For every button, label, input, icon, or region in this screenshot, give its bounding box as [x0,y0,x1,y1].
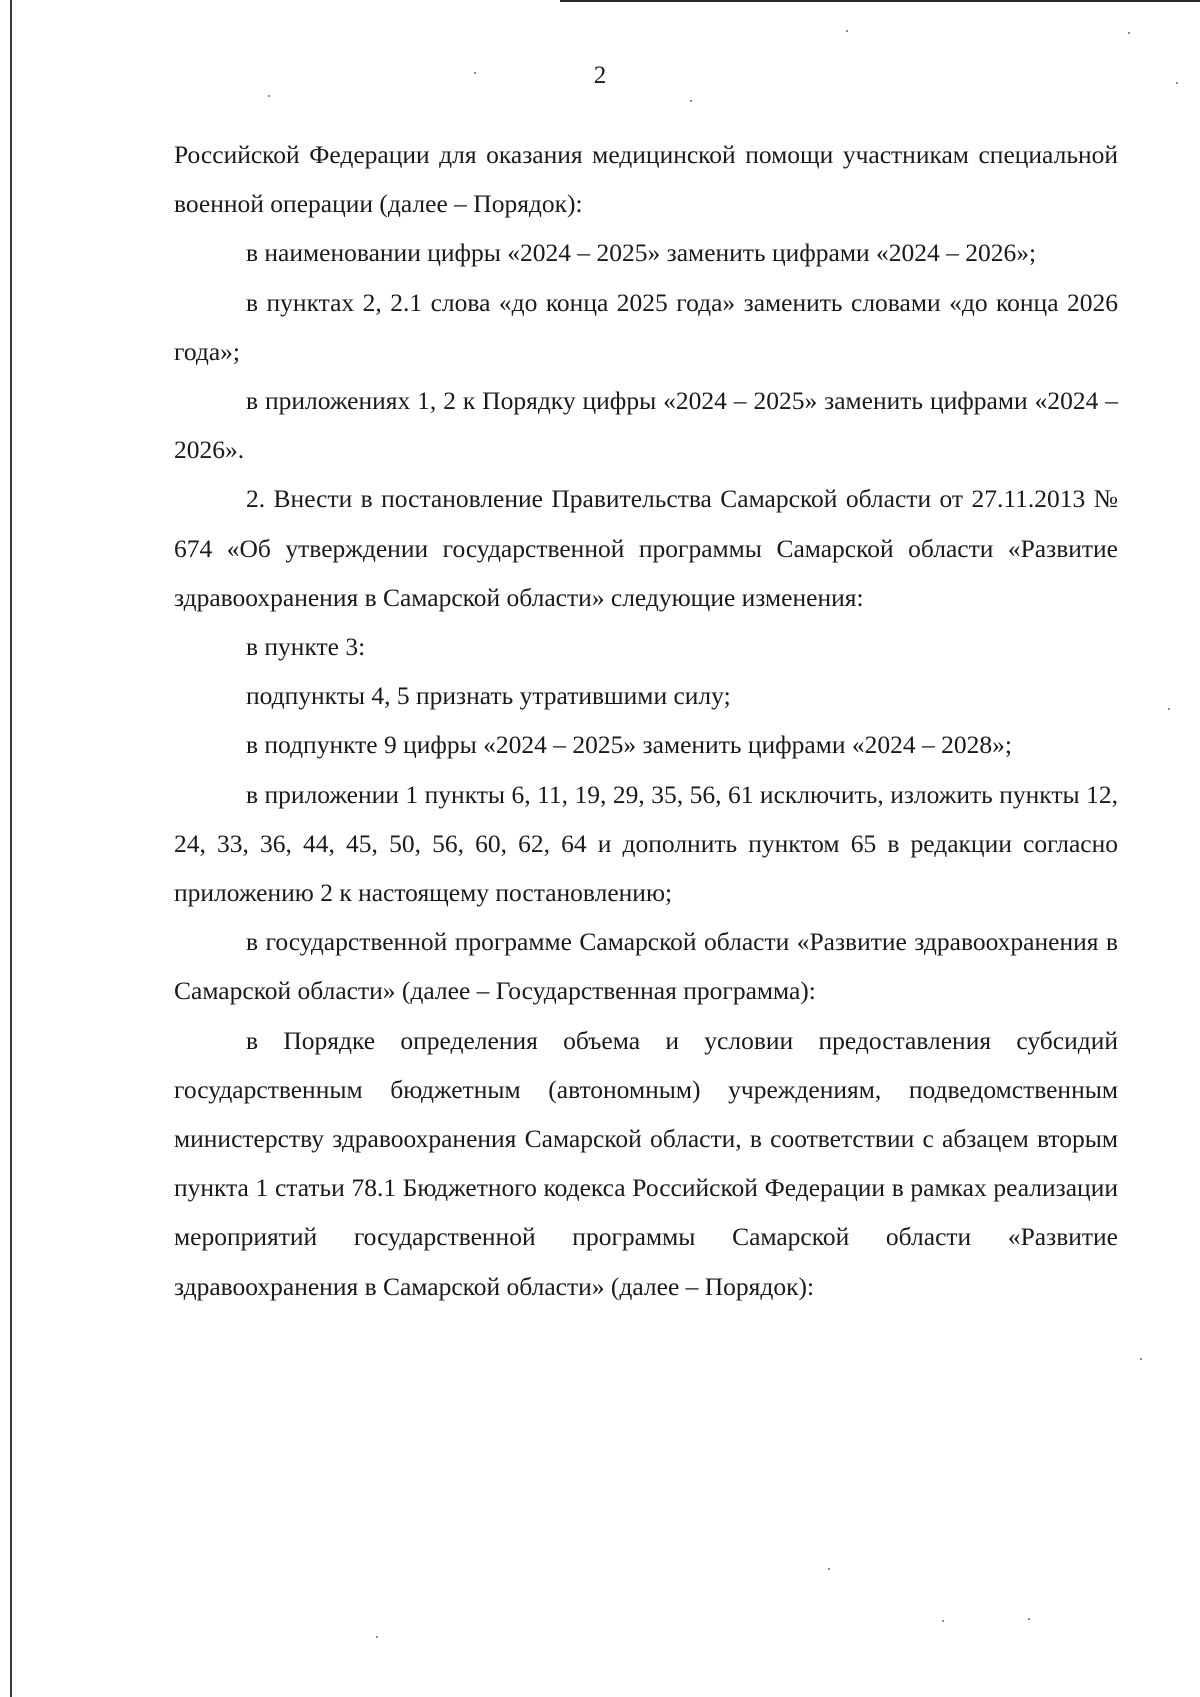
paragraph: в подпункте 9 цифры «2024 – 2025» заменить цифрами «2024 – 2028»; [246,730,1012,760]
paragraph: в государственной программе Самарской области «Развитие здравоохранения в Самарской области» (далее – Государственная программа): [174,927,1118,1006]
paragraph: в Порядке определения объема и условии предоставления субсидий государственным бюджетным (автономным) учреждениям, подведомственным министерству здравоохранения Самарской области, в соответствии с абзацем вторым пункта 1 статьи 78.1 Бюджетного кодекса Российской Федерации в рамках реализации мероприятий государственной программы Самарской области «Развитие здравоохранения в Самарской области» (далее – Порядок): [174,1025,1118,1301]
paragraph: в приложениях 1, 2 к Порядку цифры «2024 – 2025» заменить цифрами «2024 – 2026». [174,386,1118,465]
paragraph: в наименовании цифры «2024 – 2025» заменить цифрами «2024 – 2026»; [246,238,1037,268]
scan-speck [376,1636,378,1638]
scan-speck [268,95,270,97]
scan-speck [474,72,476,74]
scan-speck [1128,32,1130,34]
scan-speck [1168,708,1170,710]
scan-speck [1140,1358,1142,1360]
paragraph: в пунктах 2, 2.1 слова «до конца 2025 года» заменить словами «до конца 2026 года»; [174,287,1118,366]
page-number: 2 [593,62,607,89]
scan-speck [942,1620,944,1622]
paragraph: Российской Федерации для оказания медицинской помощи участникам специальной военной операции (далее – Порядок): [174,140,1118,219]
scan-speck [828,1568,830,1570]
scan-top-edge [560,0,1200,2]
paragraph: 2. Внести в постановление Правительства Самарской области от 27.11.2013 № 674 «Об утверждении государственной программы Самарской области «Развитие здравоохранения в Самарской области» следующие изменения: [174,484,1118,612]
scan-speck [1176,82,1178,84]
paragraph: в пункте 3: [246,632,366,662]
paragraph: в приложении 1 пункты 6, 11, 19, 29, 35, 56, 61 исключить, изложить пункты 12, 24, 33, 36, 44, 45, 50, 56, 60, 62, 64 и дополнить пунктом 65 в редакции согласно приложению 2 к настоящему постановлению; [174,779,1118,908]
scan-speck [846,30,848,32]
document-body [174,130,1118,1311]
scan-speck [1028,1618,1030,1620]
paragraph: подпункты 4, 5 признать утратившими силу; [246,681,731,711]
scan-speck [690,100,692,102]
scan-left-edge [10,0,12,1697]
